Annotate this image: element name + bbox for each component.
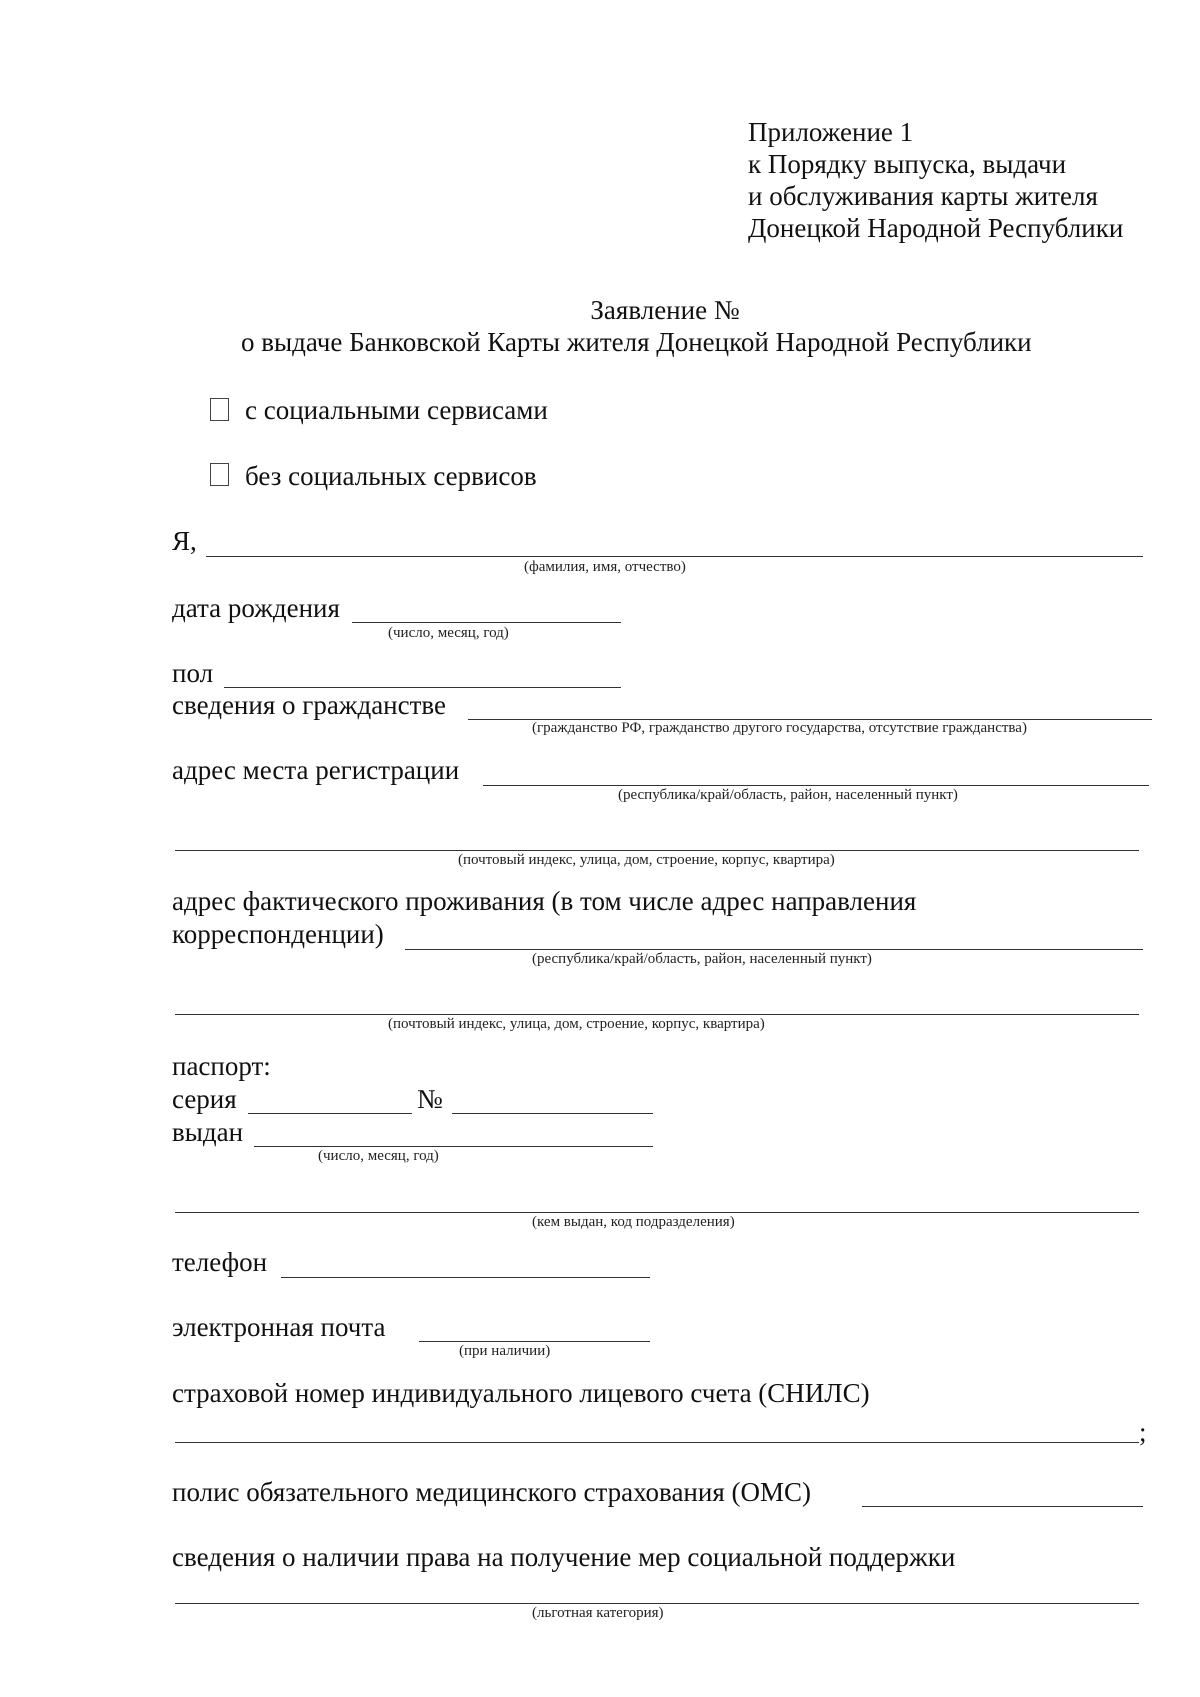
fact-hint-1: (республика/край/область, район, населенный пункт) [532, 951, 872, 967]
passport-series-input[interactable] [248, 1088, 420, 1112]
snils-label: страховой номер индивидуального лицевого счета (СНИЛС) [172, 1378, 870, 1408]
birth-line [352, 622, 621, 623]
with-social-label: с социальными сервисами [245, 395, 548, 425]
fio-input[interactable] [206, 531, 1151, 555]
citizenship-hint: (гражданство РФ, гражданство другого государства, отсутствие гражданства) [532, 720, 1027, 736]
email-input[interactable] [419, 1316, 658, 1340]
email-label: электронная почта [172, 1312, 386, 1342]
reg-hint-1: (республика/край/область, район, населенный пункт) [618, 787, 958, 803]
issued-line [254, 1146, 653, 1147]
appendix-line-2: к Порядку выпуска, выдачи [748, 149, 1067, 179]
number-line [452, 1113, 653, 1114]
birth-hint: (число, месяц, год) [388, 625, 509, 641]
appendix-line-4: Донецкой Народной Республики [748, 213, 1124, 243]
reg-address-input-2[interactable] [175, 825, 1147, 849]
email-hint: (при наличии) [459, 1343, 551, 1359]
sex-line [224, 687, 621, 688]
sex-input[interactable] [224, 662, 629, 686]
oms-label: полис обязательного медицинского страхования (ОМС) [172, 1477, 811, 1507]
fio-line [206, 556, 1143, 557]
fact-label-2: корреспонденции) [172, 919, 384, 949]
citizenship-label: сведения о гражданстве [172, 690, 446, 720]
social-label: сведения о наличии права на получение мер социальной поддержки [172, 1542, 956, 1572]
reg-address-input-1[interactable] [483, 760, 1157, 784]
birth-date-input[interactable] [352, 597, 629, 621]
number-label: № [417, 1084, 443, 1114]
phone-input[interactable] [281, 1252, 658, 1276]
reg-hint-2: (почтовый индекс, улица, дом, строение, корпус, квартира) [458, 852, 835, 868]
issued-date-input[interactable] [254, 1121, 661, 1145]
fact-address-input-1[interactable] [405, 924, 1151, 948]
document-subtitle: о выдаче Банковской Карты жителя Донецкой Народной Республики [241, 327, 1032, 357]
issuer-hint: (кем выдан, код подразделения) [532, 1214, 735, 1230]
series-line [248, 1113, 412, 1114]
citizenship-input[interactable] [468, 694, 1160, 718]
with-social-checkbox[interactable] [210, 398, 229, 421]
without-social-checkbox[interactable] [210, 463, 229, 486]
appendix-line-3: и обслуживания карты жителя [748, 181, 1098, 211]
phone-label: телефон [172, 1247, 268, 1277]
birth-label: дата рождения [172, 593, 340, 623]
social-input[interactable] [175, 1578, 1147, 1602]
fact-label-1: адрес фактического проживания (в том числе адрес направления [172, 886, 917, 916]
fio-hint: (фамилия, имя, отчество) [524, 559, 686, 575]
passport-label: паспорт: [172, 1051, 271, 1081]
social-hint: (льготная категория) [532, 1605, 664, 1621]
fact-hint-2: (почтовый индекс, улица, дом, строение, корпус, квартира) [388, 1016, 765, 1032]
without-social-label: без социальных сервисов [245, 461, 537, 491]
i-label: Я, [172, 526, 197, 556]
fact-address-input-2[interactable] [175, 989, 1147, 1013]
appendix-line-1: Приложение 1 [748, 117, 914, 147]
series-label: серия [172, 1084, 237, 1114]
phone-line [281, 1277, 650, 1278]
oms-input[interactable] [862, 1481, 1151, 1505]
reg-label: адрес места регистрации [172, 755, 460, 785]
issued-hint: (число, месяц, год) [318, 1148, 439, 1164]
issuer-input[interactable] [175, 1187, 1147, 1211]
snils-semicolon: ; [1139, 1417, 1147, 1447]
issued-label: выдан [172, 1117, 244, 1147]
sex-label: пол [172, 658, 214, 688]
oms-line [862, 1506, 1143, 1507]
document-title: Заявление № [590, 295, 740, 325]
snils-input[interactable] [175, 1417, 1147, 1441]
snils-line [175, 1442, 1139, 1443]
passport-number-input[interactable] [452, 1088, 661, 1112]
